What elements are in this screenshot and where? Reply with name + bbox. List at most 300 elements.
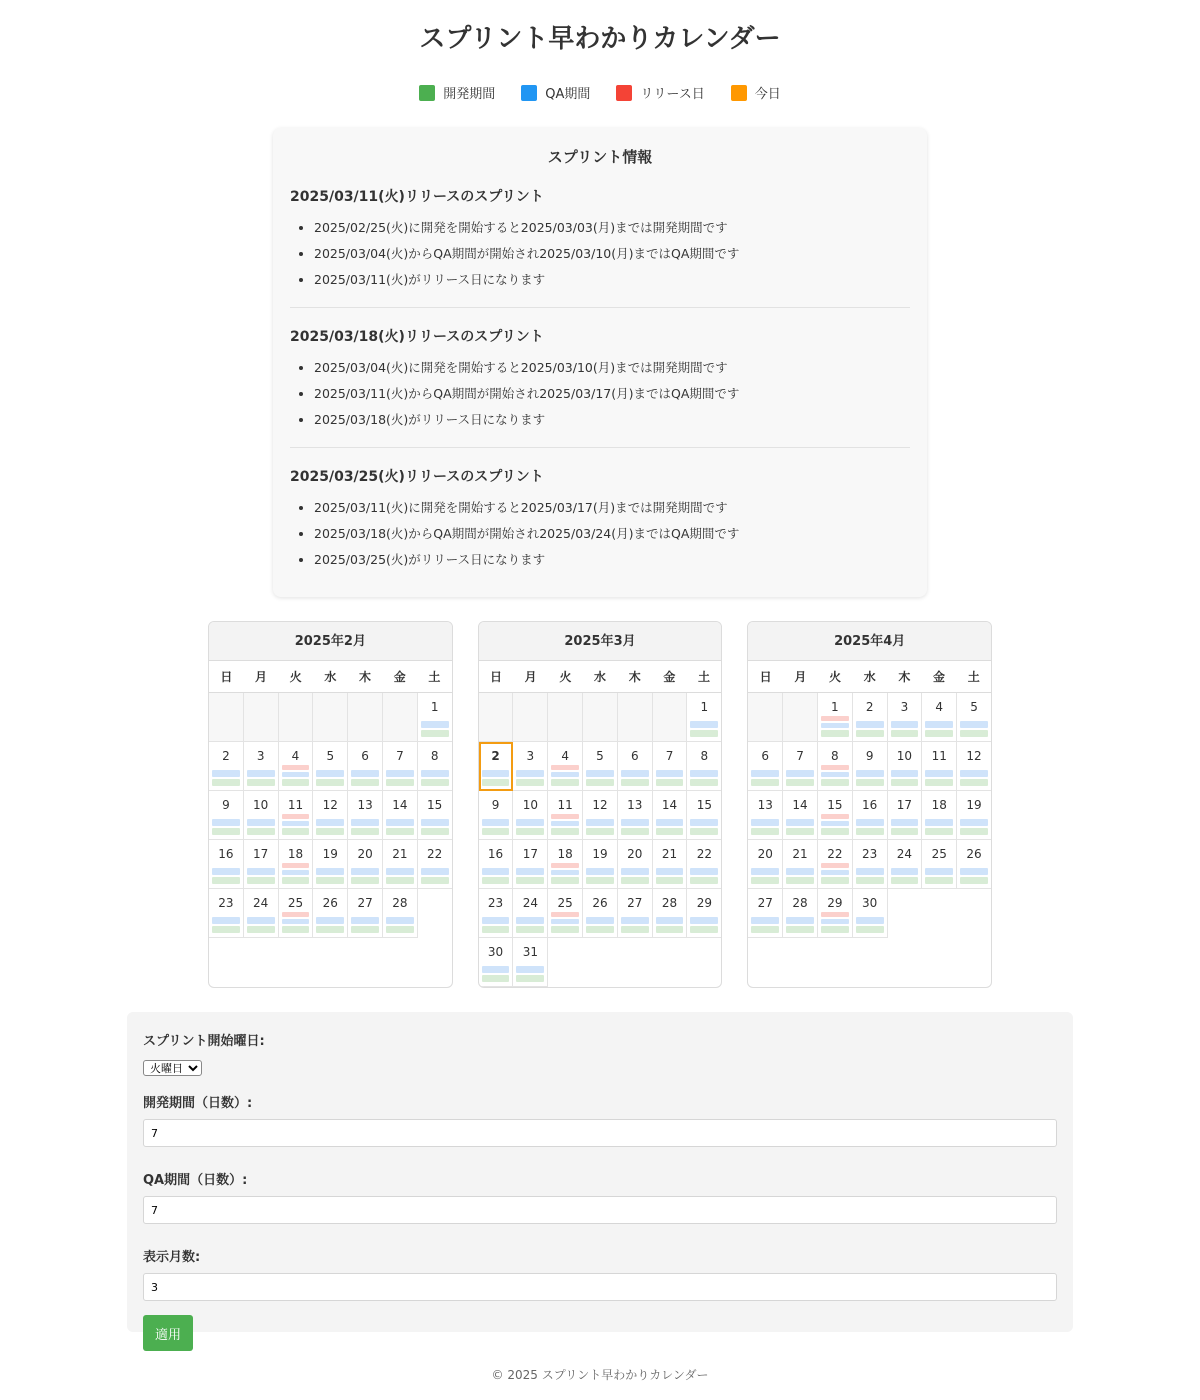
dev-bar [786,926,814,933]
qa-bar [621,917,649,924]
day-number: 19 [592,847,608,861]
calendar-day [479,889,514,938]
sprint-detail: • 2025/03/11(火)からQA期間が開始され2025/03/17(月)まではQA期間です [314,381,910,407]
qa-bar [386,868,414,875]
release-bar [282,863,310,868]
day-number: 4 [291,749,300,763]
sprint-detail: • 2025/03/18(火)がリリース日になります [314,407,910,433]
dev-bar [751,828,779,835]
day-number: 4 [561,749,569,763]
calendar-day [818,889,853,938]
period-bars [482,768,510,786]
period-bars [621,768,649,786]
qa-bar [891,721,919,728]
qa-bar [690,770,718,777]
day-number: 25 [931,847,947,861]
dev-bar [786,779,814,786]
period-bars [586,817,614,835]
period-bars [751,915,779,933]
qa-bar [925,868,953,875]
calendar-day [348,742,383,791]
weekday: 火 [559,670,572,684]
dev-bar [621,779,649,786]
calendar-day [653,840,688,889]
calendar-day [853,840,888,889]
day-number: 23 [218,896,234,910]
qa-bar [621,770,649,777]
qa-bar [786,868,814,875]
dev-bar [212,926,240,933]
calendar-month-title: 2025年3月 [479,622,722,661]
period-bars [856,768,884,786]
calendar-empty-cell [244,693,279,742]
calendar-day [313,791,348,840]
period-bars [551,812,579,835]
dev-bar [690,877,718,884]
dev-bar [551,828,579,835]
period-bars [516,964,544,982]
calendar-month-title: 2025年2月 [209,622,452,661]
dev-bar [386,926,414,933]
period-bars [247,866,275,884]
sprint-detail: • 2025/03/18(火)からQA期間が開始され2025/03/24(月)まではQA期間です [314,521,910,547]
calendar-day [479,791,514,840]
dev-bar [247,926,275,933]
calendar-day [687,791,722,840]
calendar-day [922,693,957,742]
dev-bar [586,828,614,835]
qa-days-label: QA期間（日数）: [143,1173,248,1188]
qa-bar [751,819,779,826]
dev-bar [316,877,344,884]
period-bars [421,768,449,786]
qa-bar [351,868,379,875]
dev-bar [212,828,240,835]
period-bars [821,812,849,835]
calendar-empty-cell [513,693,548,742]
day-number: 19 [966,798,982,812]
dev-days-input[interactable] [143,1119,1057,1147]
calendar-day [888,693,923,742]
day-number: 5 [596,749,604,763]
period-bars [351,817,379,835]
period-bars [551,763,579,786]
dev-bar [282,828,310,835]
day-number: 10 [896,749,913,763]
calendar-empty-cell [783,693,818,742]
qa-bar [482,770,510,777]
calendar-day [583,889,618,938]
day-number: 3 [526,749,535,763]
period-bars [482,964,510,982]
qa-bar [751,917,779,924]
weekday: 金 [933,670,946,684]
day-number: 12 [592,798,608,812]
dev-bar [482,779,510,786]
dev-bar [960,877,988,884]
calendar-day [209,791,244,840]
period-bars [621,866,649,884]
weekday: 木 [628,670,641,684]
calendar-day [618,889,653,938]
calendar-day [383,840,418,889]
calendar-day [383,791,418,840]
period-bars [351,768,379,786]
dev-bar [351,779,379,786]
settings-form [127,1012,1073,1343]
weekday: 日 [490,670,503,684]
qa-bar [551,772,579,777]
calendar-day [279,840,314,889]
day-number: 9 [865,749,874,763]
period-bars [856,915,884,933]
qa-bar [586,770,614,777]
day-number: 17 [522,847,538,861]
period-bars [212,915,240,933]
day-number: 4 [935,700,944,714]
qa-bar [282,821,310,826]
calendar-day [279,742,314,791]
qa-bar [351,917,379,924]
day-number: 10 [253,798,269,812]
day-number: 27 [357,896,373,910]
release-bar [282,814,310,819]
qa-bar [386,770,414,777]
day-number: 11 [287,798,304,812]
calendar-empty-cell [748,693,783,742]
dev-bar [482,975,510,982]
day-number: 23 [487,896,504,910]
weekday: 月 [524,670,537,684]
day-number: 15 [696,798,712,812]
day-number: 22 [696,847,712,861]
sprint-heading: 2025/03/25(火)リリースのスプリント [290,469,544,485]
calendar-day [818,693,853,742]
qa-bar [551,870,579,875]
qa-bar [656,770,684,777]
qa-bar [621,819,649,826]
legend-qa-swatch [521,85,537,101]
dev-bar [656,779,684,786]
weekday: 月 [794,670,807,684]
legend-release [616,83,704,102]
dev-bar [586,779,614,786]
period-bars [247,915,275,933]
dev-bar [656,926,684,933]
apply-button[interactable]: 適用 [143,1315,193,1351]
period-bars [891,866,919,884]
period-bars [586,915,614,933]
period-bars [247,817,275,835]
calendar-day [313,840,348,889]
day-number: 5 [970,700,978,714]
day-number: 9 [222,798,230,812]
period-bars [516,866,544,884]
sprint-info-panel [273,128,927,597]
calendar-day [783,889,818,938]
day-number: 13 [357,798,373,812]
period-bars [690,915,718,933]
qa-bar [316,770,344,777]
legend-qa [521,83,590,102]
period-bars [621,915,649,933]
calendar-day [418,742,453,791]
calendar-day [313,889,348,938]
day-number: 28 [661,896,678,910]
dev-bar [751,926,779,933]
qa-bar [751,770,779,777]
period-bars [551,910,579,933]
period-bars [925,866,953,884]
day-number: 3 [900,700,909,714]
day-number: 8 [430,749,439,763]
calendar-day [783,840,818,889]
period-bars [690,817,718,835]
period-bars [316,915,344,933]
calendar-day [209,840,244,889]
day-number: 20 [357,847,373,861]
weekday: 火 [829,670,842,684]
period-bars [891,719,919,737]
qa-bar [351,819,379,826]
period-bars [316,817,344,835]
qa-bar [212,917,240,924]
calendar-day [818,840,853,889]
qa-bar [751,868,779,875]
calendar-day [957,791,992,840]
calendars [208,621,992,988]
period-bars [960,817,988,835]
calendar-day [513,840,548,889]
qa-bar [316,917,344,924]
qa-bar [247,917,275,924]
qa-bar [656,917,684,924]
dev-bar [821,828,849,835]
day-number: 28 [392,896,408,910]
calendar-day [618,791,653,840]
period-bars [212,768,240,786]
calendar-grid [209,693,452,938]
period-bars [386,768,414,786]
period-bars [690,866,718,884]
qa-bar [386,917,414,924]
dev-bar [656,877,684,884]
calendar-day [548,791,583,840]
period-bars [482,817,510,835]
day-number: 20 [757,847,773,861]
day-number: 6 [630,749,639,763]
calendar-day [583,840,618,889]
weekday: 金 [393,670,406,684]
qa-bar [960,819,988,826]
legend-dev-label: 開発期間 [443,87,496,102]
qa-bar [516,966,544,973]
period-bars [212,817,240,835]
qa-bar [821,870,849,875]
sprint-heading: 2025/03/18(火)リリースのスプリント [290,329,544,345]
qa-bar [482,917,510,924]
qa-bar [690,721,718,728]
legend-today-label: 今日 [754,87,781,102]
day-number: 7 [665,749,674,763]
day-number: 7 [396,749,404,763]
weekday: 水 [594,670,607,684]
sprint-detail: • 2025/03/04(火)に開発を開始すると2025/03/10(月)までは開発期間です [314,355,910,381]
qa-bar [856,770,884,777]
dev-bar [551,877,579,884]
calendar-day [479,840,514,889]
qa-bar [960,721,988,728]
period-bars [316,768,344,786]
dev-bar [316,926,344,933]
dev-bar [690,926,718,933]
release-bar [551,814,579,819]
dev-bar [690,730,718,737]
weekday: 火 [289,670,302,684]
period-bars [516,915,544,933]
qa-bar [282,870,310,875]
qa-bar [821,821,849,826]
release-bar [551,912,579,917]
qa-bar [316,868,344,875]
dev-bar [821,779,849,786]
day-number: 26 [966,847,982,861]
calendar-empty-cell [313,693,348,742]
qa-bar [282,772,310,777]
calendar-day [888,742,923,791]
day-number: 15 [427,798,443,812]
dev-bar [821,877,849,884]
dev-bar [786,828,814,835]
day-number: 25 [557,896,573,910]
qa-bar [621,868,649,875]
legend-today [731,83,781,102]
dev-bar [751,877,779,884]
release-bar [551,765,579,770]
qa-bar [421,770,449,777]
dev-bar [316,828,344,835]
calendar-day [957,840,992,889]
calendar-grid [479,693,722,987]
qa-bar [247,819,275,826]
day-number: 27 [757,896,773,910]
qa-bar [821,772,849,777]
period-bars [551,861,579,884]
dev-bar [421,730,449,737]
qa-bar [786,917,814,924]
period-bars [821,763,849,786]
qa-bar [516,917,544,924]
dev-bar [421,877,449,884]
day-number: 26 [592,896,608,910]
calendar-empty-cell [653,693,688,742]
day-number: 24 [253,896,269,910]
qa-bar [925,819,953,826]
day-number: 7 [796,749,804,763]
calendar-empty-cell [618,693,653,742]
day-number: 24 [896,847,913,861]
calendar-month [208,621,453,988]
day-number: 19 [322,847,338,861]
period-bars [421,866,449,884]
calendar-day [279,889,314,938]
calendar-day [888,840,923,889]
day-number: 12 [322,798,338,812]
period-bars [751,817,779,835]
period-bars [925,817,953,835]
dev-bar [482,926,510,933]
qa-bar [856,819,884,826]
calendar-day [748,742,783,791]
calendar-day [244,840,279,889]
months-label: 表示月数: [143,1250,201,1265]
calendar-day [687,840,722,889]
dev-bar [925,877,953,884]
dev-bar [386,828,414,835]
dev-bar [690,828,718,835]
dev-bar [551,779,579,786]
qa-bar [212,819,240,826]
release-bar [282,765,310,770]
qa-days-input[interactable] [143,1196,1057,1224]
day-number: 29 [696,896,712,910]
period-bars [386,866,414,884]
calendar-day [348,840,383,889]
dev-bar [516,828,544,835]
calendar-day [783,791,818,840]
qa-bar [551,821,579,826]
day-number: 2 [222,749,230,763]
release-bar [551,863,579,868]
qa-bar [656,819,684,826]
legend-qa-label: QA期間 [545,87,591,102]
day-number: 27 [627,896,643,910]
period-bars [821,714,849,737]
weekday: 水 [324,670,337,684]
dev-bar [960,828,988,835]
calendar-day [888,791,923,840]
calendar-day [853,742,888,791]
qa-bar [551,919,579,924]
dev-bar [586,877,614,884]
start-day-select[interactable] [143,1060,202,1076]
period-bars [856,866,884,884]
calendar-day [513,938,548,987]
dev-bar [621,828,649,835]
legend-dev-swatch [419,85,435,101]
qa-bar [891,770,919,777]
day-number: 11 [557,798,573,812]
period-bars [586,866,614,884]
calendar-day [618,742,653,791]
dev-bar [891,828,919,835]
sprint-detail: • 2025/03/25(火)がリリース日になります [314,547,910,573]
calendar-empty-cell [583,693,618,742]
dev-bar [551,926,579,933]
dev-bar [386,779,414,786]
day-number: 31 [522,945,538,959]
day-number: 21 [661,847,678,861]
dev-bar [856,926,884,933]
period-bars [960,719,988,737]
calendar-day [244,889,279,938]
months-input[interactable] [143,1273,1057,1301]
calendar-day [922,791,957,840]
calendar-day [548,742,583,791]
dev-bar [586,926,614,933]
release-bar [282,912,310,917]
qa-bar [960,868,988,875]
